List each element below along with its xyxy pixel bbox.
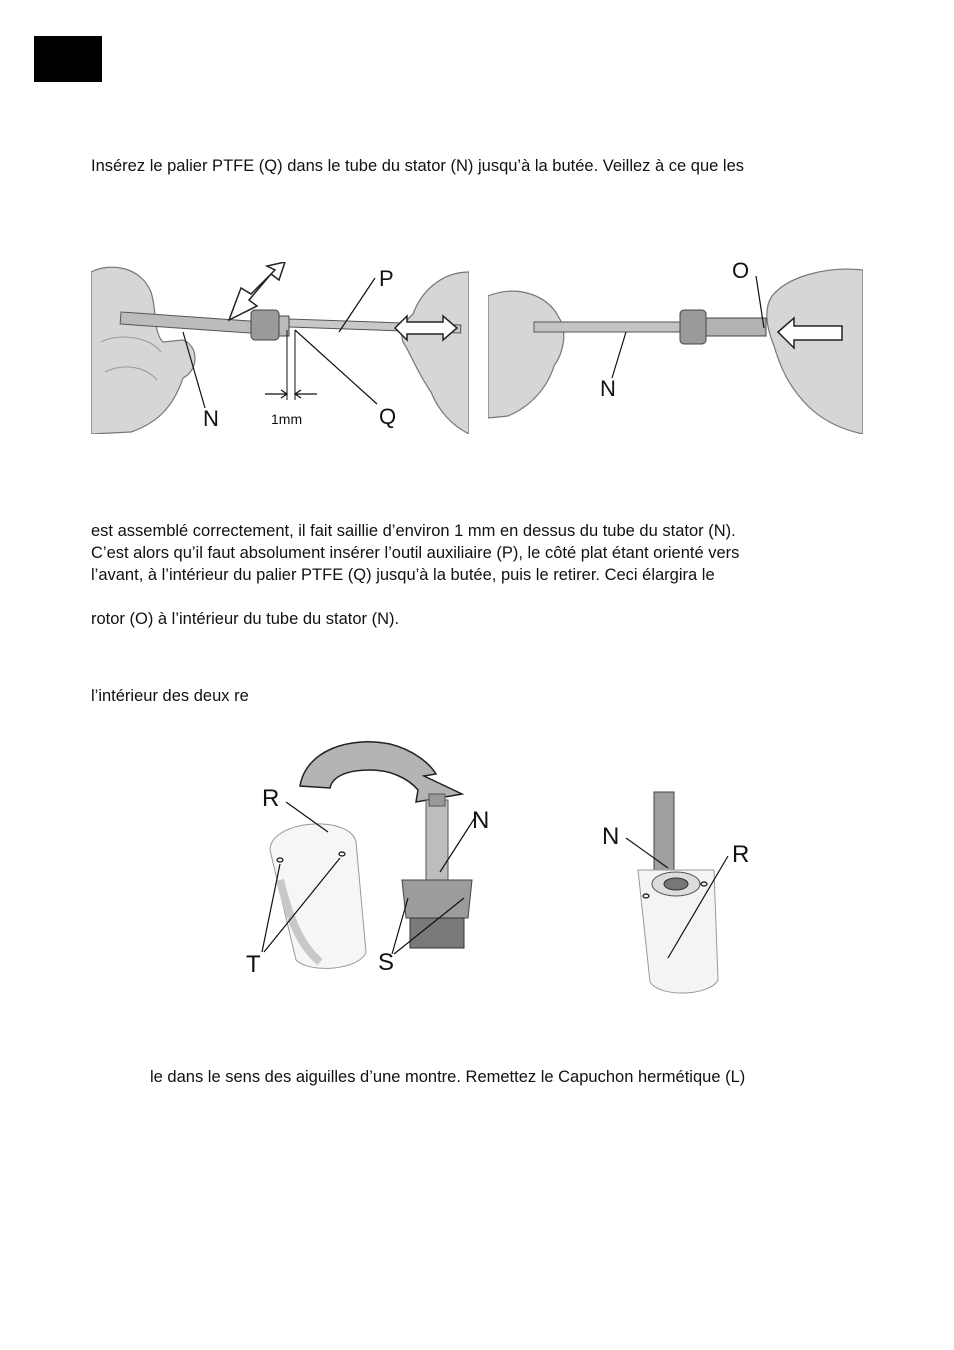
label-O: O	[732, 258, 750, 283]
figure-rotor-assembly	[240, 730, 780, 1000]
paragraph-3: C’est alors qu’il faut absolument insérer l’outil auxiliaire (P), le côté plat étant orienté vers	[91, 544, 740, 562]
section-marker-block	[34, 36, 102, 82]
figure-rotor-insertion	[488, 256, 863, 434]
label-S: S	[378, 949, 395, 976]
label-P: P	[379, 266, 394, 291]
paragraph-5: rotor (O) à l’intérieur du tube du stator (N).	[91, 610, 400, 628]
rotate-arrow-icon	[300, 742, 462, 802]
label-R-2: R	[732, 841, 750, 868]
label-1mm: 1mm	[271, 411, 303, 427]
paragraph-2: est assemblé correctement, il fait saillie d’environ 1 mm en dessus du tube du stator (N).	[91, 522, 736, 540]
stator-nut-image-2	[680, 310, 706, 344]
label-N-2: N	[600, 376, 616, 401]
paragraph-1: Insérez le palier PTFE (Q) dans le tube du stator (N) jusqu’à la butée. Veillez à ce que les	[91, 157, 744, 175]
label-N-4: N	[602, 823, 620, 850]
paragraph-6: l’intérieur des deux re	[91, 687, 249, 705]
label-N: N	[203, 406, 219, 431]
paragraph-4: l’avant, à l’intérieur du palier PTFE (Q) jusqu’à la butée, puis le retirer. Ceci élargira le	[91, 566, 715, 584]
stator-nut-image	[251, 310, 279, 340]
label-N-3: N	[472, 807, 490, 834]
label-Q: Q	[379, 404, 397, 429]
label-T: T	[246, 951, 261, 978]
label-R: R	[262, 785, 280, 812]
figure-bearing-insertion	[91, 262, 469, 434]
paragraph-7: le dans le sens des aiguilles d’une montre. Remettez le Capuchon hermétique (L)	[150, 1068, 746, 1086]
